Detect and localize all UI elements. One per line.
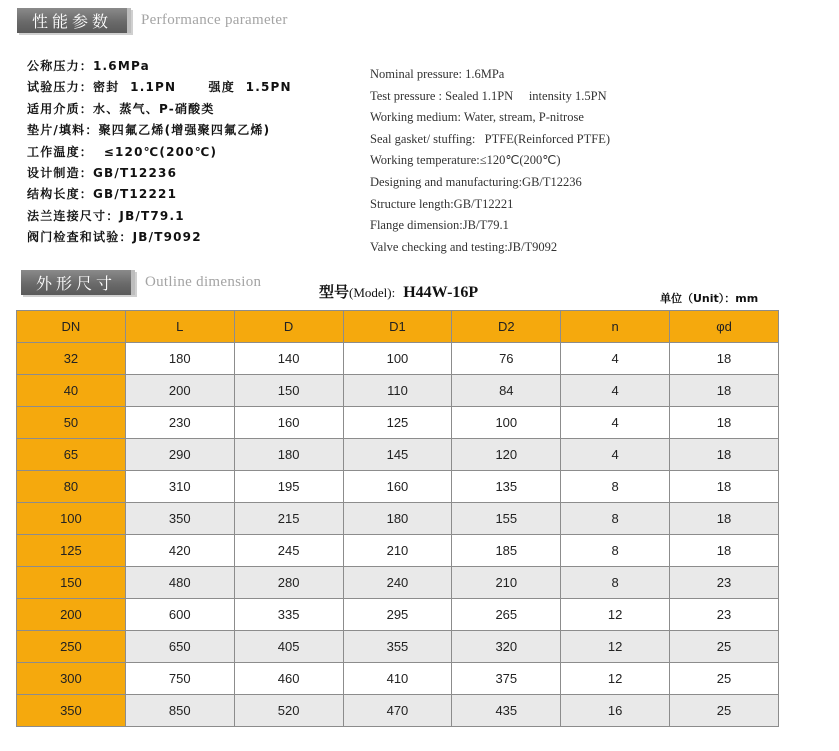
performance-section-header: [17, 8, 288, 33]
cell-d: 405: [234, 631, 343, 663]
cell-n: 8: [561, 535, 670, 567]
cell-d2: 135: [452, 471, 561, 503]
cell-d1: 110: [343, 375, 452, 407]
cell-n: 4: [561, 407, 670, 439]
cell-n: 12: [561, 599, 670, 631]
en-nominal-pressure: Nominal pressure: 1.6MPa: [370, 67, 505, 81]
cn-nominal-pressure: 公称压力：1.6MPa: [27, 59, 150, 73]
cell-l: 850: [125, 695, 234, 727]
table-body: [17, 343, 779, 727]
cell-d: 335: [234, 599, 343, 631]
cell-d1: 160: [343, 471, 452, 503]
en-working-medium: Working medium: Water, stream, P-nitrose: [370, 110, 584, 125]
cell-phi-d: 25: [670, 631, 779, 663]
header-dn: DN: [17, 311, 126, 343]
cell-l: 180: [125, 343, 234, 375]
cell-n: 8: [561, 471, 670, 503]
cell-n: 4: [561, 343, 670, 375]
table-row: [17, 439, 779, 471]
table-row: [17, 471, 779, 503]
cell-d1: 295: [343, 599, 452, 631]
table-row: [17, 567, 779, 599]
cell-phi-d: 18: [670, 375, 779, 407]
cell-d1: 470: [343, 695, 452, 727]
cn-flange-dimension: 法兰连接尺寸：JB/T79.1: [27, 208, 185, 223]
performance-tab-cn: 性能参数: [17, 8, 131, 33]
cell-l: 200: [125, 375, 234, 407]
cell-phi-d: 18: [670, 407, 779, 439]
performance-en-list: [370, 64, 610, 258]
cell-dn: 32: [17, 343, 126, 375]
unit-label: 单位（Unit）：mm: [660, 292, 759, 305]
en-flange-dimension: Flange dimension:JB/T79.1: [370, 218, 509, 233]
table-row: [17, 631, 779, 663]
cell-n: 12: [561, 631, 670, 663]
cell-dn: 40: [17, 375, 126, 407]
cell-d2: 265: [452, 599, 561, 631]
en-design-manufacture: Designing and manufacturing:GB/T12236: [370, 174, 582, 189]
performance-tab-en: Performance parameter: [141, 12, 288, 28]
cell-d2: 320: [452, 631, 561, 663]
cell-d2: 435: [452, 695, 561, 727]
cell-phi-d: 18: [670, 471, 779, 503]
cell-l: 650: [125, 631, 234, 663]
cell-d2: 120: [452, 439, 561, 471]
cell-d: 195: [234, 471, 343, 503]
cell-phi-d: 18: [670, 535, 779, 567]
cell-d: 160: [234, 407, 343, 439]
cell-dn: 125: [17, 535, 126, 567]
cn-seal-gasket: 垫片/填料：聚四氟乙烯(增强聚四氟乙烯): [27, 123, 271, 138]
outline-tab-en: Outline dimension: [145, 274, 262, 290]
cell-d2: 76: [452, 343, 561, 375]
cell-d1: 210: [343, 535, 452, 567]
cell-n: 4: [561, 375, 670, 407]
cell-n: 12: [561, 663, 670, 695]
cn-design-manufacture: 设计制造：GB/T12236: [27, 165, 178, 180]
header-d2: D2: [452, 311, 561, 343]
cell-d: 460: [234, 663, 343, 695]
cn-working-temperature: 工作温度： ≤120℃(200℃): [27, 144, 218, 159]
cell-d1: 410: [343, 663, 452, 695]
header-d: D: [234, 311, 343, 343]
cell-d2: 210: [452, 567, 561, 599]
cell-d1: 240: [343, 567, 452, 599]
cell-n: 8: [561, 503, 670, 535]
header-phi-d: φd: [670, 311, 779, 343]
en-structure-length: Structure length:GB/T12221: [370, 196, 514, 211]
performance-cn-list: [27, 56, 292, 249]
cn-working-medium: 适用介质：水、蒸气、P-硝酸类: [27, 101, 215, 116]
cell-d1: 355: [343, 631, 452, 663]
cell-l: 420: [125, 535, 234, 567]
cell-l: 290: [125, 439, 234, 471]
cell-d1: 125: [343, 407, 452, 439]
table-header-row: [17, 311, 779, 343]
cell-l: 480: [125, 567, 234, 599]
en-test-pressure: Test pressure : Sealed 1.1PN intensity 1.5PN: [370, 88, 607, 103]
cell-phi-d: 18: [670, 343, 779, 375]
cell-d1: 100: [343, 343, 452, 375]
model-label: 型号: [319, 285, 350, 301]
cell-dn: 200: [17, 599, 126, 631]
cell-l: 350: [125, 503, 234, 535]
en-working-temperature: Working temperature:≤120℃(200℃): [370, 153, 561, 168]
cell-d2: 84: [452, 375, 561, 407]
cell-l: 600: [125, 599, 234, 631]
dimension-table: [16, 310, 779, 727]
cell-n: 16: [561, 695, 670, 727]
cell-d: 140: [234, 343, 343, 375]
cell-d2: 375: [452, 663, 561, 695]
en-seal-gasket: Seal gasket/ stuffing: PTFE(Reinforced PTFE): [370, 131, 611, 146]
table-row: [17, 535, 779, 567]
table-row: [17, 695, 779, 727]
outline-tab-cn: 外形尺寸: [21, 270, 135, 295]
header-n: n: [561, 311, 670, 343]
cell-n: 8: [561, 567, 670, 599]
cell-d2: 185: [452, 535, 561, 567]
table-row: [17, 407, 779, 439]
en-valve-testing: Valve checking and testing:JB/T9092: [370, 239, 558, 254]
model-label-en: (Model):: [349, 285, 396, 300]
cell-phi-d: 23: [670, 599, 779, 631]
cell-phi-d: 18: [670, 503, 779, 535]
cell-d2: 155: [452, 503, 561, 535]
outline-section-header: [21, 270, 261, 295]
cell-l: 750: [125, 663, 234, 695]
cell-d: 150: [234, 375, 343, 407]
cell-dn: 350: [17, 695, 126, 727]
cn-valve-testing: 阀门检查和试验：JB/T9092: [27, 230, 202, 245]
cell-phi-d: 23: [670, 567, 779, 599]
cell-l: 310: [125, 471, 234, 503]
cell-phi-d: 18: [670, 439, 779, 471]
cell-dn: 50: [17, 407, 126, 439]
cell-dn: 100: [17, 503, 126, 535]
cell-dn: 65: [17, 439, 126, 471]
header-l: L: [125, 311, 234, 343]
cell-d: 245: [234, 535, 343, 567]
cell-d: 520: [234, 695, 343, 727]
model-value: H44W-16P: [403, 284, 479, 301]
table-row: [17, 663, 779, 695]
cell-d: 180: [234, 439, 343, 471]
table-row: [17, 503, 779, 535]
cell-d1: 145: [343, 439, 452, 471]
cell-dn: 150: [17, 567, 126, 599]
table-row: [17, 375, 779, 407]
cell-d: 280: [234, 567, 343, 599]
model-designation: [319, 281, 478, 302]
table-row: [17, 343, 779, 375]
cell-phi-d: 25: [670, 663, 779, 695]
cell-dn: 80: [17, 471, 126, 503]
cell-d: 215: [234, 503, 343, 535]
cell-dn: 300: [17, 663, 126, 695]
cn-test-pressure: 试验压力：密封 1.1PN 强度 1.5PN: [27, 80, 292, 95]
cell-dn: 250: [17, 631, 126, 663]
cell-l: 230: [125, 407, 234, 439]
cell-n: 4: [561, 439, 670, 471]
cell-d1: 180: [343, 503, 452, 535]
cell-d2: 100: [452, 407, 561, 439]
cell-phi-d: 25: [670, 695, 779, 727]
header-d1: D1: [343, 311, 452, 343]
cn-structure-length: 结构长度：GB/T12221: [27, 187, 178, 202]
table-row: [17, 599, 779, 631]
